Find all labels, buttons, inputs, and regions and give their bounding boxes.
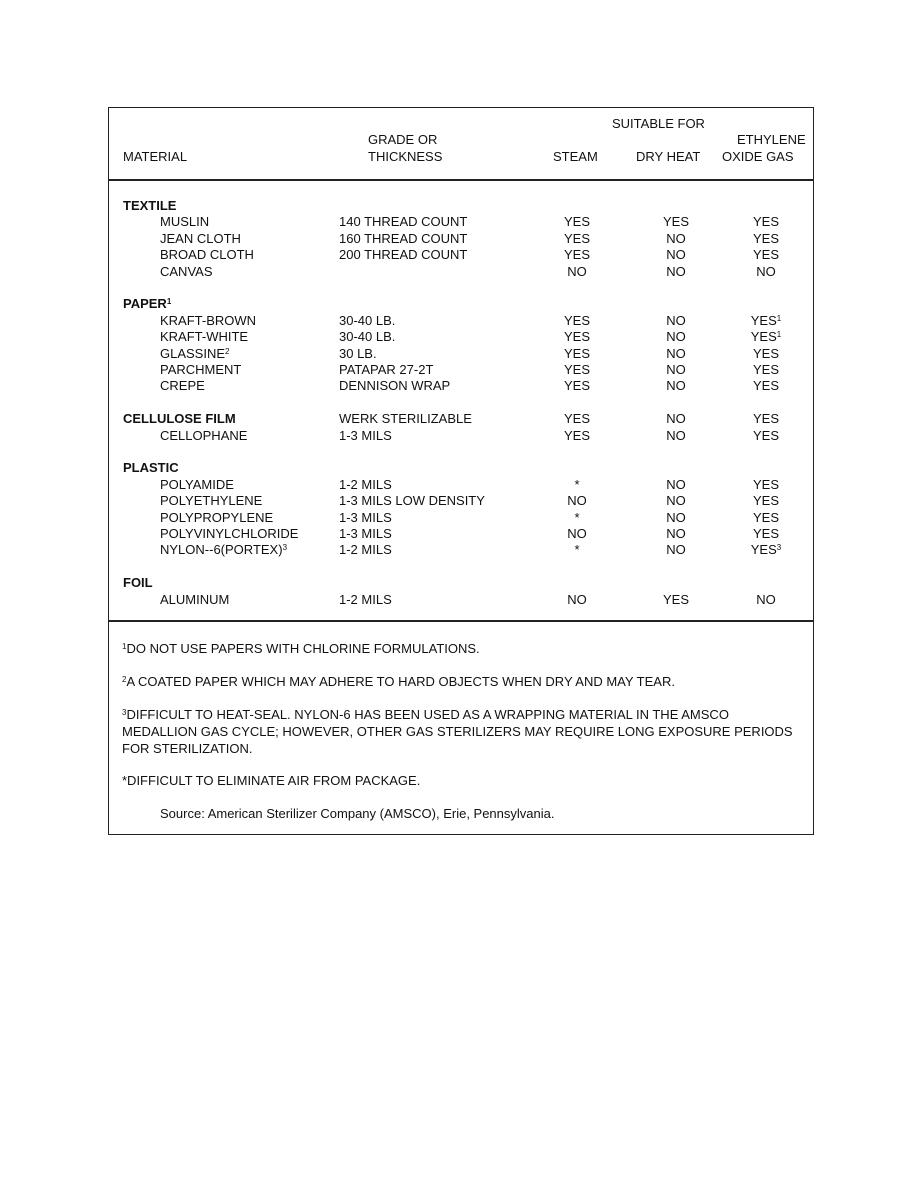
dry-heat-cell (636, 526, 716, 542)
footnote-text: MEDALLION GAS CYCLE; HOWEVER, OTHER GAS STERILIZERS MAY REQUIRE LONG EXPOSURE PERIODS (122, 724, 793, 739)
footnote-2 (122, 673, 802, 690)
dry-heat-cell (636, 493, 716, 509)
grade-cell (339, 510, 392, 526)
material-name (160, 214, 209, 230)
dry-heat-cell (636, 592, 716, 608)
material-name-text: POLYPROPYLENE (160, 509, 274, 525)
header-rule (108, 179, 814, 181)
steam-cell (537, 313, 617, 329)
eto-cell-text: YES (750, 312, 777, 328)
eto-cell (726, 526, 806, 542)
eto-cell-text: YES (752, 411, 779, 427)
material-name-text: ALUMINUM (160, 591, 230, 607)
eto-cell (726, 542, 806, 558)
dry-heat-cell (636, 264, 716, 280)
material-name (160, 592, 229, 608)
header-eto-line2: OXIDE GAS (722, 149, 794, 164)
eto-cell-text: YES (752, 230, 779, 246)
material-name-text: KRAFT-BROWN (160, 312, 257, 328)
dry-heat-cell (636, 510, 716, 526)
material-name (160, 428, 247, 444)
grade-cell (339, 214, 467, 230)
header-material: MATERIAL (123, 149, 188, 164)
footnote-ref: 3 (776, 543, 782, 553)
steam-cell-text: NO (567, 263, 587, 279)
grade-cell (339, 313, 395, 329)
footnote-mark: 3 (122, 708, 127, 717)
header-suitable-for: SUITABLE FOR (612, 116, 705, 131)
dry-heat-cell-text: YES (662, 591, 689, 607)
steam-cell-text: YES (563, 230, 590, 246)
eto-cell (726, 477, 806, 493)
material-name-text: BROAD CLOTH (160, 247, 254, 263)
header-steam: STEAM (553, 149, 598, 164)
dry-heat-cell-text: NO (666, 378, 686, 394)
eto-cell (726, 362, 806, 378)
grade-cell (339, 247, 467, 263)
material-name (160, 510, 273, 526)
eto-cell (726, 247, 806, 263)
steam-cell-text: YES (563, 378, 590, 394)
steam-cell (537, 428, 617, 444)
dry-heat-cell (636, 477, 716, 493)
grade-cell-text: 1-2 MILS (339, 476, 392, 492)
material-name (160, 542, 287, 558)
material-name (160, 231, 241, 247)
grade-cell-text: 30 LB. (339, 345, 377, 361)
dry-heat-cell-text: NO (666, 509, 686, 525)
eto-cell (726, 346, 806, 362)
dry-heat-cell-text: NO (666, 345, 686, 361)
steam-cell (537, 214, 617, 230)
steam-cell (537, 411, 617, 427)
material-name-text: CREPE (160, 378, 205, 394)
steam-cell (537, 247, 617, 263)
material-name-text: NYLON--6(PORTEX) (160, 542, 283, 558)
source-note: Source: American Sterilizer Company (AMSCO), Erie, Pennsylvania. (160, 806, 555, 821)
material-name-text: JEAN CLOTH (160, 230, 241, 246)
grade-cell-text: 1-3 MILS (339, 526, 392, 541)
grade-cell-text: 160 THREAD COUNT (339, 230, 468, 246)
grade-cell (339, 346, 377, 362)
grade-cell-text: 1-3 MILS (339, 427, 392, 443)
material-name-text: POLYAMIDE (160, 476, 234, 492)
group-heading-text: TEXTILE (123, 198, 177, 213)
steam-cell-text: NO (567, 526, 587, 541)
grade-cell (339, 592, 392, 608)
header-grade-line2: THICKNESS (368, 149, 443, 164)
dry-heat-cell-text: NO (666, 247, 686, 263)
material-name (160, 346, 229, 362)
material-name (160, 477, 234, 493)
material-name (160, 313, 256, 329)
grade-cell (339, 378, 450, 394)
dry-heat-cell-text: NO (666, 362, 686, 377)
steam-cell (537, 329, 617, 345)
eto-cell (726, 264, 806, 280)
steam-cell-text: YES (563, 214, 590, 230)
grade-cell (339, 362, 433, 378)
eto-cell (726, 313, 806, 329)
group-heading-text: PLASTIC (123, 460, 179, 476)
material-name (160, 247, 254, 263)
eto-cell (726, 592, 806, 608)
eto-cell-text: YES (752, 214, 779, 230)
grade-cell-text: PATAPAR 27-2T (339, 362, 434, 377)
steam-cell (537, 231, 617, 247)
grade-cell-text: 30-40 LB. (339, 329, 396, 345)
footnote-ref: 1 (776, 313, 782, 323)
steam-cell (537, 493, 617, 509)
eto-cell-text: YES (752, 247, 779, 263)
eto-cell (726, 411, 806, 427)
dry-heat-cell-text: YES (662, 214, 689, 230)
steam-cell-text: YES (563, 247, 590, 263)
footnote-ref: 1 (166, 297, 172, 307)
header-eto-line1: ETHYLENE (737, 132, 806, 147)
footnote-text: DIFFICULT TO HEAT-SEAL. NYLON-6 HAS BEEN USED AS A WRAPPING MATERIAL IN THE AMSCO (126, 707, 729, 722)
eto-cell (726, 231, 806, 247)
eto-cell-text: NO (756, 591, 776, 607)
footnote-mark: 1 (122, 642, 127, 651)
steam-cell-text: YES (563, 329, 590, 345)
grade-cell-text: 1-3 MILS (339, 509, 392, 525)
steam-cell (537, 510, 617, 526)
header-grade-line1: GRADE OR (368, 132, 438, 147)
dry-heat-cell (636, 542, 716, 558)
dry-heat-cell-text: NO (666, 493, 686, 509)
dry-heat-cell (636, 214, 716, 230)
grade-cell-text: 1-2 MILS (339, 542, 392, 558)
eto-cell-text: YES (750, 329, 777, 345)
steam-cell-text: YES (563, 312, 590, 328)
footnote-text: FOR STERILIZATION. (122, 741, 253, 756)
grade-cell (339, 477, 392, 493)
steam-cell-text: YES (563, 345, 590, 361)
header-dry-heat: DRY HEAT (636, 149, 701, 164)
eto-cell (726, 428, 806, 444)
eto-cell-text: NO (756, 263, 776, 279)
dry-heat-cell-text: NO (666, 476, 686, 492)
grade-cell-text: DENNISON WRAP (339, 378, 451, 394)
material-name (160, 362, 241, 378)
material-name-text: KRAFT-WHITE (160, 329, 249, 345)
footnote-1 (122, 640, 802, 657)
material-name-text: GLASSINE (160, 345, 226, 361)
eto-cell-text: YES (750, 542, 777, 558)
eto-cell (726, 214, 806, 230)
dry-heat-cell-text: NO (666, 411, 686, 427)
group-heading-text: FOIL (123, 575, 153, 591)
group-heading (123, 411, 236, 427)
steam-cell-text: NO (567, 591, 587, 607)
grade-cell (339, 542, 392, 558)
steam-cell (537, 362, 617, 378)
steam-cell (537, 592, 617, 608)
steam-cell-text: * (574, 509, 580, 525)
steam-cell-text: YES (563, 427, 590, 443)
steam-cell (537, 264, 617, 280)
dry-heat-cell (636, 411, 716, 427)
grade-cell (339, 493, 485, 509)
dry-heat-cell (636, 329, 716, 345)
grade-cell (339, 329, 395, 345)
dry-heat-cell-text: NO (666, 230, 686, 246)
material-name (160, 329, 248, 345)
steam-cell-text: NO (567, 493, 587, 509)
footnote-mark: 2 (122, 675, 127, 684)
steam-cell (537, 378, 617, 394)
material-name-text: POLYETHYLENE (160, 493, 263, 509)
grade-cell (339, 526, 392, 542)
dry-heat-cell-text: NO (666, 329, 686, 345)
footnote-asterisk: *DIFFICULT TO ELIMINATE AIR FROM PACKAGE. (122, 773, 421, 788)
material-name-text: PARCHMENT (160, 362, 242, 377)
steam-cell-text: * (574, 542, 580, 558)
steam-cell (537, 477, 617, 493)
grade-cell (339, 428, 392, 444)
group-heading (123, 460, 179, 476)
dry-heat-cell-text: NO (666, 542, 686, 558)
material-name (160, 378, 205, 394)
group-heading-text: CELLULOSE FILM (123, 411, 236, 427)
grade-cell-text: WERK STERILIZABLE (339, 411, 472, 427)
material-name-text: CELLOPHANE (160, 427, 248, 443)
dry-heat-cell (636, 346, 716, 362)
material-name (160, 493, 262, 509)
eto-cell-text: YES (752, 476, 779, 492)
eto-cell-text: YES (752, 362, 779, 377)
footnote-text: DO NOT USE PAPERS WITH CHLORINE FORMULATIONS. (126, 641, 480, 656)
grade-cell-text: 200 THREAD COUNT (339, 247, 468, 263)
eto-cell-text: YES (752, 345, 779, 361)
steam-cell-text: YES (563, 362, 590, 377)
grade-cell-text: 140 THREAD COUNT (339, 214, 468, 230)
group-heading (123, 198, 176, 214)
steam-cell (537, 346, 617, 362)
footnote-text: A COATED PAPER WHICH MAY ADHERE TO HARD OBJECTS WHEN DRY AND MAY TEAR. (126, 674, 675, 689)
footnote-ref: 2 (225, 346, 230, 356)
footnote-rule (108, 620, 814, 622)
dry-heat-cell (636, 428, 716, 444)
steam-cell (537, 526, 617, 542)
grade-cell-text: 1-3 MILS LOW DENSITY (339, 493, 485, 509)
dry-heat-cell (636, 313, 716, 329)
eto-cell-text: YES (752, 378, 779, 394)
dry-heat-cell (636, 378, 716, 394)
material-name-text: POLYVINYLCHLORIDE (160, 526, 299, 541)
dry-heat-cell (636, 247, 716, 263)
footnote-3 (122, 706, 802, 757)
eto-cell-text: YES (752, 427, 779, 443)
eto-cell (726, 378, 806, 394)
grade-cell (339, 231, 467, 247)
footnote-ref: 1 (776, 330, 782, 340)
material-name-text: CANVAS (160, 263, 213, 279)
grade-cell-text: 1-2 MILS (339, 591, 392, 607)
eto-cell-text: YES (752, 493, 779, 509)
footnote-ref: 3 (282, 543, 288, 553)
group-heading-text: PAPER (123, 296, 167, 312)
eto-cell (726, 493, 806, 509)
steam-cell-text: * (574, 476, 580, 492)
group-heading (123, 296, 171, 312)
group-heading (123, 575, 153, 591)
steam-cell-text: YES (563, 411, 590, 427)
eto-cell-text: YES (752, 509, 779, 525)
dry-heat-cell-text: NO (666, 427, 686, 443)
material-name (160, 526, 298, 542)
steam-cell (537, 542, 617, 558)
eto-cell (726, 510, 806, 526)
dry-heat-cell (636, 231, 716, 247)
dry-heat-cell-text: NO (666, 312, 686, 328)
dry-heat-cell (636, 362, 716, 378)
material-name (160, 264, 213, 280)
dry-heat-cell-text: NO (666, 263, 686, 279)
eto-cell-text: YES (752, 526, 779, 541)
grade-cell-text: 30-40 LB. (339, 312, 396, 328)
grade-cell (339, 411, 472, 427)
dry-heat-cell-text: NO (666, 526, 686, 541)
eto-cell (726, 329, 806, 345)
material-name-text: MUSLIN (160, 214, 210, 230)
